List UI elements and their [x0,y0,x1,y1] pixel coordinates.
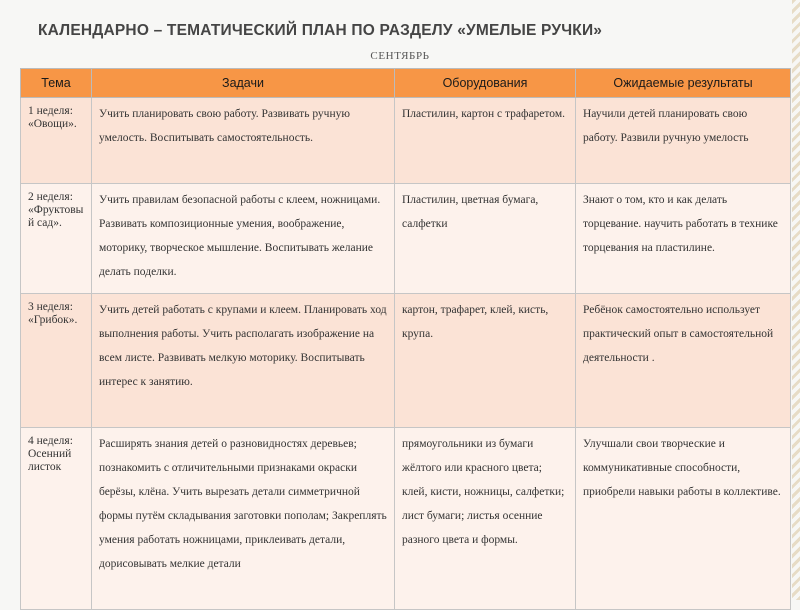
cell-zadachi: Учить детей работать с крупами и клеем. Планировать ход выполнения работы. Учить располагать изображение на всем листе. Развивать мелкую моторику. Воспитывать интерес к занятию. [92,294,395,428]
plan-table [20,68,791,610]
table-row [21,428,791,610]
cell-oborudovanie: картон, трафарет, клей, кисть, крупа. [395,294,576,428]
cell-tema: 2 неделя: «Фруктовый сад». [21,184,92,294]
cell-rezultaty: Научили детей планировать свою работу. Развили ручную умелость [576,98,791,184]
slide-subtitle: СЕНТЯБРЬ [370,50,430,62]
table-row [21,184,791,294]
cell-zadachi: Расширять знания детей о разновидностях деревьев; познакомить с отличительными признаками окраски берёзы, клёна. Учить вырезать детали симметричной формы путём складывания заготовки пополам; Закреплять умения работать ножницами, приклеивать детали, дорисовывать мелкие детали [92,428,395,610]
cell-tema: 1 неделя: «Овощи». [21,98,92,184]
table-row [21,98,791,184]
header-row [21,69,791,98]
table-row [21,294,791,428]
header-rezultaty: Ожидаемые результаты [576,69,791,98]
cell-oborudovanie: прямоугольники из бумаги жёлтого или красного цвета; клей, кисти, ножницы, салфетки; лист бумаги; листья осенние разного цвета и формы. [395,428,576,610]
slide-title: КАЛЕНДАРНО – ТЕМАТИЧЕСКИЙ ПЛАН ПО РАЗДЕЛУ «УМЕЛЫЕ РУЧКИ» [38,22,603,39]
cell-oborudovanie: Пластилин, картон с трафаретом. [395,98,576,184]
header-tema: Тема [21,69,92,98]
decorative-stripes [792,0,800,600]
cell-rezultaty: Улучшали свои творческие и коммуникативные способности, приобрели навыки работы в коллективе. [576,428,791,610]
cell-tema: 3 неделя: «Грибок». [21,294,92,428]
cell-oborudovanie: Пластилин, цветная бумага, салфетки [395,184,576,294]
cell-zadachi: Учить правилам безопасной работы с клеем, ножницами. Развивать композиционные умения, воображение, моторику, творческое мышление. Воспитывать желание делать поделки. [92,184,395,294]
cell-rezultaty: Знают о том, кто и как делать торцевание. научить работать в технике торцевания на пластилине. [576,184,791,294]
header-oborudovanie: Оборудования [395,69,576,98]
cell-rezultaty: Ребёнок самостоятельно использует практический опыт в самостоятельной деятельности . [576,294,791,428]
cell-zadachi: Учить планировать свою работу. Развивать ручную умелость. Воспитывать самостоятельность. [92,98,395,184]
header-zadachi: Задачи [92,69,395,98]
cell-tema: 4 неделя: Осенний листок [21,428,92,610]
